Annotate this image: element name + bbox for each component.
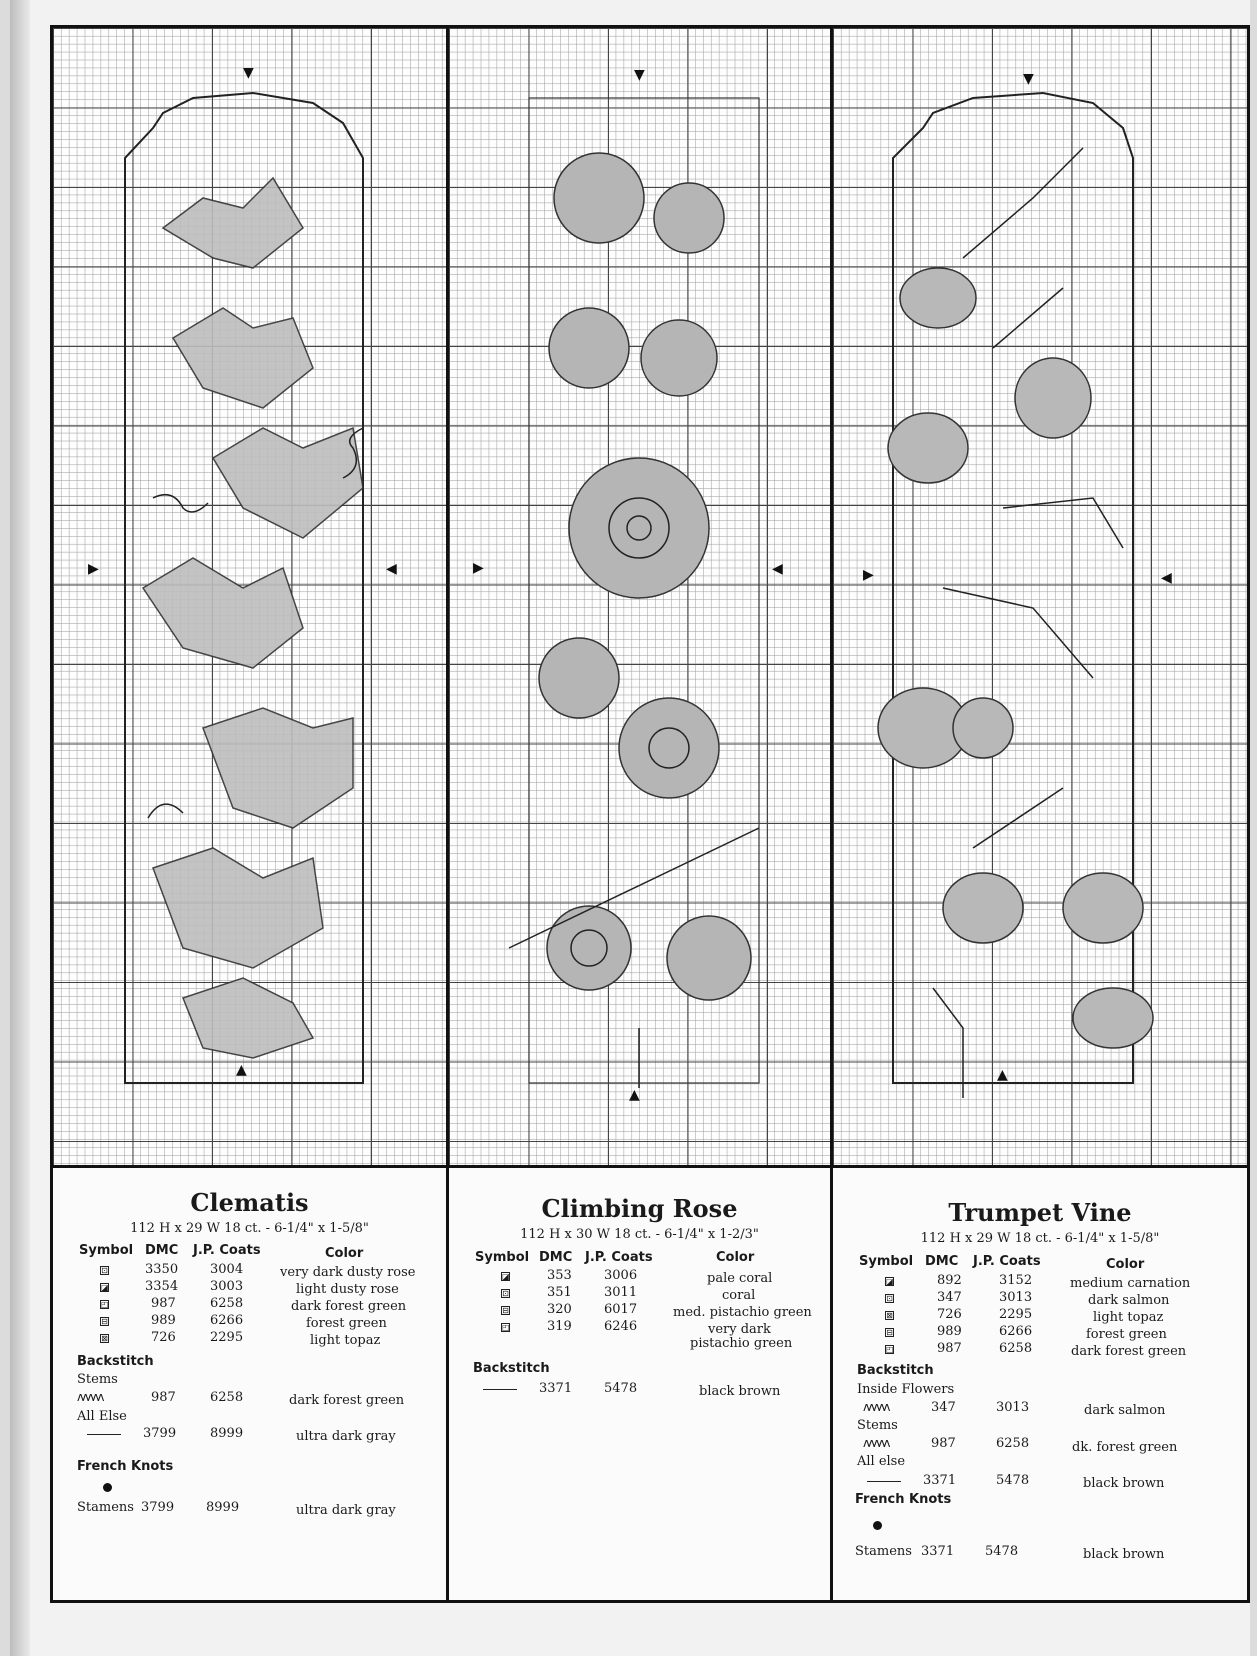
symbol-icon: ⊡	[502, 1289, 509, 1298]
all-else-dmc: 3371	[923, 1473, 957, 1488]
row-jp: 6266	[999, 1324, 1033, 1339]
stamens-dmc: 3371	[921, 1544, 955, 1559]
row-color: very dark	[708, 1322, 771, 1337]
stems-label: Stems	[77, 1372, 118, 1387]
header-dmc: DMC	[925, 1254, 959, 1269]
french-knots-heading: French Knots	[855, 1492, 952, 1507]
backstitch-heading: Backstitch	[473, 1361, 550, 1376]
row-color: medium carnation	[1070, 1276, 1191, 1291]
all-else-label: All Else	[77, 1409, 127, 1424]
row-color: dark forest green	[1071, 1344, 1187, 1359]
row-dmc: 892	[937, 1273, 962, 1288]
row-jp: 3004	[210, 1262, 244, 1277]
trumpet-vine-key	[833, 1165, 1247, 1600]
climbing-rose-chart	[449, 28, 833, 1165]
backstitch-heading: Backstitch	[857, 1363, 934, 1378]
trumpet-vine-chart	[833, 28, 1247, 1165]
stamens-dmc: 3799	[141, 1500, 175, 1515]
header-symbol: Symbol	[475, 1250, 530, 1265]
row-color: light topaz	[1093, 1310, 1164, 1325]
row-color: forest green	[306, 1316, 387, 1331]
french-knots-heading: French Knots	[77, 1459, 174, 1474]
row-color: med. pistachio green	[673, 1305, 812, 1320]
climbing-rose-title: Climbing Rose	[541, 1194, 738, 1223]
header-jp-coats: J.P. Coats	[973, 1254, 1041, 1269]
row-color: very dark dusty rose	[280, 1265, 416, 1280]
symbol-icon: ◪	[101, 1283, 109, 1292]
trumpet-vine-motif	[833, 28, 1247, 1165]
center-marker-top: ▼	[243, 65, 254, 81]
row-color: forest green	[1086, 1327, 1167, 1342]
symbol-icon: ⊟	[886, 1328, 893, 1337]
header-symbol: Symbol	[79, 1243, 134, 1258]
symbol-icon: ◰	[502, 1323, 510, 1332]
stamens-label: Stamens	[77, 1500, 134, 1515]
stems-color: dk. forest green	[1072, 1440, 1178, 1455]
row-dmc: 320	[547, 1302, 572, 1317]
center-marker-top: ▼	[634, 67, 645, 83]
backstitch-color: black brown	[699, 1384, 781, 1399]
clematis-title: Clematis	[190, 1188, 309, 1217]
all-else-color: black brown	[1083, 1476, 1165, 1491]
row-dmc: 353	[547, 1268, 572, 1283]
stems-jp: 6258	[210, 1390, 244, 1405]
row-color: dark forest green	[291, 1299, 407, 1314]
clematis-motif	[53, 28, 449, 1165]
symbol-icon: ⊠	[101, 1334, 108, 1343]
row-jp: 6017	[604, 1302, 638, 1317]
row-jp: 2295	[999, 1307, 1033, 1322]
backstitch-line-icon	[867, 1481, 901, 1482]
row-color-continued: pistachio green	[690, 1336, 793, 1351]
header-jp-coats: J.P. Coats	[193, 1243, 261, 1258]
clematis-chart	[53, 28, 449, 1165]
symbol-icon: ⊟	[502, 1306, 509, 1315]
stems-color: dark forest green	[289, 1393, 405, 1408]
all-else-jp: 5478	[996, 1473, 1030, 1488]
row-color: coral	[722, 1288, 756, 1303]
inside-color: dark salmon	[1084, 1403, 1166, 1418]
row-dmc: 726	[151, 1330, 176, 1345]
center-marker-top: ▼	[1023, 71, 1034, 87]
stamens-jp: 8999	[206, 1500, 240, 1515]
row-jp: 2295	[210, 1330, 244, 1345]
row-jp: 3003	[210, 1279, 244, 1294]
symbol-icon: ◰	[886, 1345, 894, 1354]
backstitch-wave-icon: ʌʌʌʌʌ	[863, 1436, 889, 1450]
center-marker-left: ▶	[473, 560, 484, 576]
row-color: pale coral	[707, 1271, 773, 1286]
backstitch-wave-icon: ʌʌʌʌʌ	[863, 1400, 889, 1414]
climbing-rose-motif	[449, 28, 833, 1165]
header-dmc: DMC	[539, 1250, 573, 1265]
inside-flowers-label: Inside Flowers	[857, 1382, 955, 1397]
stamens-label: Stamens	[855, 1544, 912, 1559]
row-dmc: 989	[151, 1313, 176, 1328]
symbol-icon: ◪	[502, 1272, 510, 1281]
stamens-color: ultra dark gray	[296, 1503, 396, 1518]
row-dmc: 351	[547, 1285, 572, 1300]
clematis-key	[53, 1165, 449, 1600]
backstitch-dmc: 3371	[539, 1381, 573, 1396]
inside-jp: 3013	[996, 1400, 1030, 1415]
header-jp-coats: J.P. Coats	[585, 1250, 653, 1265]
symbol-icon: ⊟	[101, 1317, 108, 1326]
french-knot-dot-icon	[873, 1521, 882, 1530]
symbol-icon: ◰	[101, 1300, 109, 1309]
header-dmc: DMC	[145, 1243, 179, 1258]
backstitch-jp: 5478	[604, 1381, 638, 1396]
row-dmc: 319	[547, 1319, 572, 1334]
row-dmc: 3354	[145, 1279, 179, 1294]
backstitch-wave-icon: ʌʌʌʌʌ	[77, 1390, 103, 1404]
clematis-size: 112 H x 29 W 18 ct. - 6-1/4" x 1-5/8"	[130, 1221, 369, 1236]
stems-jp: 6258	[996, 1436, 1030, 1451]
pattern-frame	[50, 25, 1250, 1603]
center-marker-right: ◀	[386, 561, 397, 577]
row-dmc: 3350	[145, 1262, 179, 1277]
stems-label: Stems	[857, 1418, 898, 1433]
backstitch-line-icon	[87, 1434, 121, 1435]
header-color: Color	[325, 1246, 364, 1261]
row-jp: 3013	[999, 1290, 1033, 1305]
binding-edge	[10, 0, 30, 1656]
all-else-jp: 8999	[210, 1426, 244, 1441]
row-color: light dusty rose	[296, 1282, 399, 1297]
symbol-icon: ⊡	[101, 1266, 108, 1275]
center-marker-left: ▶	[88, 561, 99, 577]
header-symbol: Symbol	[859, 1254, 914, 1269]
row-dmc: 347	[937, 1290, 962, 1305]
symbol-icon: ⊠	[886, 1311, 893, 1320]
center-marker-right: ◀	[1161, 570, 1172, 586]
row-jp: 6258	[999, 1341, 1033, 1356]
trumpet-vine-size: 112 H x 29 W 18 ct. - 6-1/4" x 1-5/8"	[920, 1231, 1160, 1246]
row-dmc: 726	[937, 1307, 962, 1322]
row-dmc: 987	[151, 1296, 176, 1311]
page-sheet	[10, 0, 1250, 1656]
row-dmc: 987	[937, 1341, 962, 1356]
backstitch-line-icon	[483, 1389, 517, 1390]
center-marker-bottom: ▲	[236, 1062, 247, 1078]
climbing-rose-key	[449, 1165, 833, 1600]
row-jp: 6258	[210, 1296, 244, 1311]
center-marker-bottom: ▲	[997, 1067, 1008, 1083]
center-marker-bottom: ▲	[629, 1087, 640, 1103]
row-jp: 6246	[604, 1319, 638, 1334]
row-color: dark salmon	[1088, 1293, 1170, 1308]
row-jp: 3152	[999, 1273, 1033, 1288]
row-jp: 3006	[604, 1268, 638, 1283]
center-marker-right: ◀	[772, 561, 783, 577]
inside-dmc: 347	[931, 1400, 956, 1415]
stamens-color: black brown	[1083, 1547, 1165, 1562]
backstitch-heading: Backstitch	[77, 1354, 154, 1369]
stems-dmc: 987	[931, 1436, 956, 1451]
header-color: Color	[1106, 1257, 1145, 1272]
french-knot-dot-icon	[103, 1483, 112, 1492]
all-else-label: All else	[857, 1454, 906, 1469]
row-color: light topaz	[310, 1333, 381, 1348]
row-dmc: 989	[937, 1324, 962, 1339]
all-else-dmc: 3799	[143, 1426, 177, 1441]
symbol-icon: ⊡	[886, 1294, 893, 1303]
row-jp: 6266	[210, 1313, 244, 1328]
all-else-color: ultra dark gray	[296, 1429, 396, 1444]
climbing-rose-size: 112 H x 30 W 18 ct. - 6-1/4" x 1-2/3"	[520, 1227, 759, 1242]
stamens-jp: 5478	[985, 1544, 1019, 1559]
symbol-icon: ◪	[886, 1277, 894, 1286]
center-marker-left: ▶	[863, 567, 874, 583]
stems-dmc: 987	[151, 1390, 176, 1405]
trumpet-vine-title: Trumpet Vine	[948, 1198, 1132, 1227]
row-jp: 3011	[604, 1285, 638, 1300]
header-color: Color	[716, 1250, 755, 1265]
